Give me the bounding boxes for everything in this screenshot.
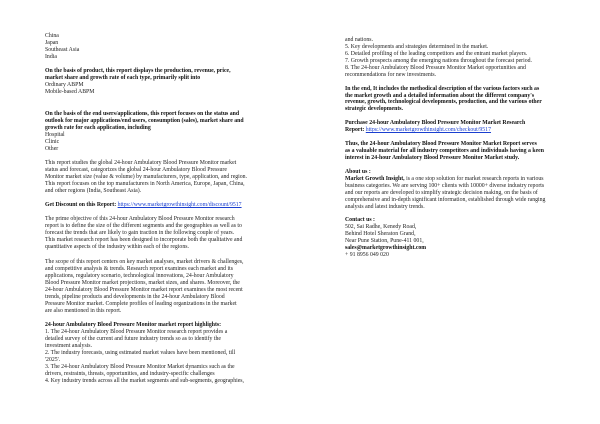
- report-link[interactable]: https://www.marketgrowthinsight.com/checkout/9517: [365, 127, 491, 134]
- blank-line: [45, 251, 295, 258]
- text-line: Contact us :: [345, 217, 375, 224]
- text-line: 6. Detailed profiling of the leading competitors and the entrant market players.: [345, 50, 528, 57]
- text-line: investment analysis.: [45, 343, 93, 350]
- line-rest: is a one stop solution for market research reports in various: [404, 175, 544, 182]
- blank-line: [345, 113, 560, 120]
- text-line: 1. The 24-hour Ambulatory Blood Pressure Monitor research report provides a: [45, 328, 228, 335]
- blank-line: [45, 103, 295, 110]
- text-line: are also mentioned in this report.: [45, 307, 122, 314]
- blank-line: [45, 61, 295, 68]
- blank-line: [45, 96, 295, 103]
- text-line: [345, 127, 560, 134]
- text-line: 7. Growth prospects among the emerging nations throughout the forecast period.: [345, 57, 532, 64]
- text-line: This market research report has been designed to incorporate both the qualitative and: [45, 237, 243, 244]
- text-line: 24-hour Ambulatory Blood Pressure Monitor market report examines the most recent: [45, 286, 243, 293]
- text-line: and our reports are developed to simplify strategic decision making, on the basis of: [345, 189, 538, 196]
- text-line: analysis and latest industry trends.: [345, 203, 425, 210]
- text-line: On the basis of product, this report displays the production, revenue, price,: [45, 68, 231, 75]
- line-label: Market Growth Insight,: [345, 175, 405, 182]
- text-line: growth rate for each application, including: [45, 124, 151, 131]
- report-link[interactable]: https://www.marketgrowthinsight.com/discount/9517: [117, 202, 242, 209]
- line-label: Get Discount on this Report:: [45, 202, 118, 209]
- text-line: the market growth and a detailed information about the different company's: [345, 92, 535, 99]
- text-line: 8. The 24-hour Ambulatory Blood Pressure Monitor Market opportunities and: [345, 64, 526, 71]
- text-line: business categories. We are serving 100+ clients with 10000+ diverse industry reports: [345, 182, 545, 189]
- blank-line: [345, 79, 560, 86]
- text-line: Hospital: [45, 131, 65, 138]
- blank-line: [345, 210, 560, 217]
- text-line: Pressure Monitor market. Complete profiles of leading organizations in the market: [45, 300, 237, 307]
- text-line: Clinic: [45, 138, 60, 145]
- text-line: About us :: [345, 168, 371, 175]
- text-line: and competitive analysis & trends. Research report examines each market and its: [45, 265, 234, 272]
- text-line: trends, pipeline products and developments in the 24-hour Ambulatory Blood: [45, 293, 225, 300]
- text-line: In the end, It includes the methodical description of the various factors such as: [345, 85, 540, 92]
- text-line: report is to define the size of the different segments and the geographies as well as to: [45, 223, 242, 230]
- text-line: [45, 202, 295, 209]
- text-line: [345, 176, 560, 183]
- text-line: and nations.: [345, 37, 374, 43]
- text-line: drivers, restraints, threats, opportunities, and industry-specific challenges: [45, 371, 215, 378]
- text-line: 4. Key industry trends across all the market segments and sub-segments, geographies,: [45, 378, 244, 385]
- text-line: comprehensive and in-depth significant information, established through wide ranging: [345, 196, 546, 203]
- text-line: 502, Sai Radhe, Kenedy Road,: [345, 224, 417, 231]
- blank-line: [45, 195, 295, 202]
- text-line: 5. Key developments and strategies determined in the market.: [345, 43, 489, 50]
- text-line: Purchase 24-hour Ambulatory Blood Pressure Monitor Market Research: [345, 120, 526, 127]
- text-line: outlook for major applications/end users, consumption (sales), market share and: [45, 117, 244, 124]
- line-label: Report:: [345, 127, 366, 134]
- blank-line: [45, 315, 295, 322]
- text-line: Ordinary ABPM: [45, 82, 84, 89]
- right-column: [345, 37, 560, 259]
- blank-line: [345, 162, 560, 169]
- text-line: status and forecast, categorizes the global 24-hour Ambulatory Blood Pressure: [45, 166, 227, 173]
- text-line: detailed survey of the current and future industry trends so as to identify the: [45, 336, 221, 343]
- text-line: India: [45, 54, 57, 61]
- text-line: Other: [45, 145, 59, 152]
- text-line: applications, regulatory scenario, technological innovations, 24-hour Ambulatory: [45, 272, 234, 279]
- text-line: Southeast Asia: [45, 47, 80, 54]
- text-line: as a valuable material for all industry competitors and individuals having a keen: [345, 148, 544, 154]
- text-line: 2. The industry forecasts, using estimated market values have been mentioned, till: [45, 350, 236, 357]
- text-line: Blood Pressure Monitor market projections, market sizes, and shares. Moreover, the: [45, 279, 240, 286]
- text-line: Mobile-based ABPM: [45, 89, 95, 96]
- text-line: sales@marketgrowthinsight.com: [345, 245, 427, 252]
- text-line: China: [45, 33, 59, 39]
- text-line: forecast the trends that are likely to gain traction in the following couple of years.: [45, 230, 235, 237]
- text-line: 24-hour Ambulatory Blood Pressure Monitor market report highlights:: [45, 321, 222, 328]
- text-line: The scope of this report centers on key market analyses, market drivers & challenges,: [45, 258, 244, 265]
- text-line: market share and growth rate of each type, primarily split into: [45, 75, 201, 82]
- text-line: Near Pune Station, Pune-411 001,: [345, 238, 424, 245]
- text-line: Japan: [45, 40, 59, 47]
- text-line: interest in 24-hour Ambulatory Blood Pressure Monitor Market study.: [345, 154, 520, 161]
- blank-line: [45, 153, 295, 160]
- text-line: The prime objective of this 24-hour Ambulatory Blood Pressure Monitor research: [45, 216, 235, 223]
- text-line: Thus, the 24-hour Ambulatory Blood Pressure Monitor Market Report serves: [345, 141, 537, 148]
- text-line: Monitor market size (value & volume) by manufacturers, type, application, and region.: [45, 173, 248, 180]
- text-line: 3. The 24-hour Ambulatory Blood Pressure Monitor Market dynamics such as the: [45, 364, 235, 371]
- text-line: This report studies the global 24-hour Ambulatory Blood Pressure Monitor market: [45, 159, 237, 166]
- text-line: Behind Hotel Sheraton Grand,: [345, 231, 416, 238]
- text-line: '2025'.: [45, 357, 61, 364]
- text-line: revenue, growth, technological developments, production, and the various other: [345, 99, 542, 106]
- text-line: On the basis of the end users/applications, this report focuses on the status and: [45, 110, 240, 117]
- text-line: and other regions (India, Southeast Asia).: [45, 188, 142, 195]
- text-line: strategic developments.: [345, 106, 403, 113]
- text-line: quantitative aspects of the industry within each of the regions.: [45, 244, 189, 251]
- text-line: + 91 8956 049 020: [345, 252, 389, 259]
- text-line: recommendations for new investments.: [345, 71, 437, 78]
- blank-line: [345, 134, 560, 141]
- left-column: [45, 33, 295, 385]
- text-line: This report focuses on the top manufacturers in North America, Europe, Japan, China,: [45, 180, 245, 187]
